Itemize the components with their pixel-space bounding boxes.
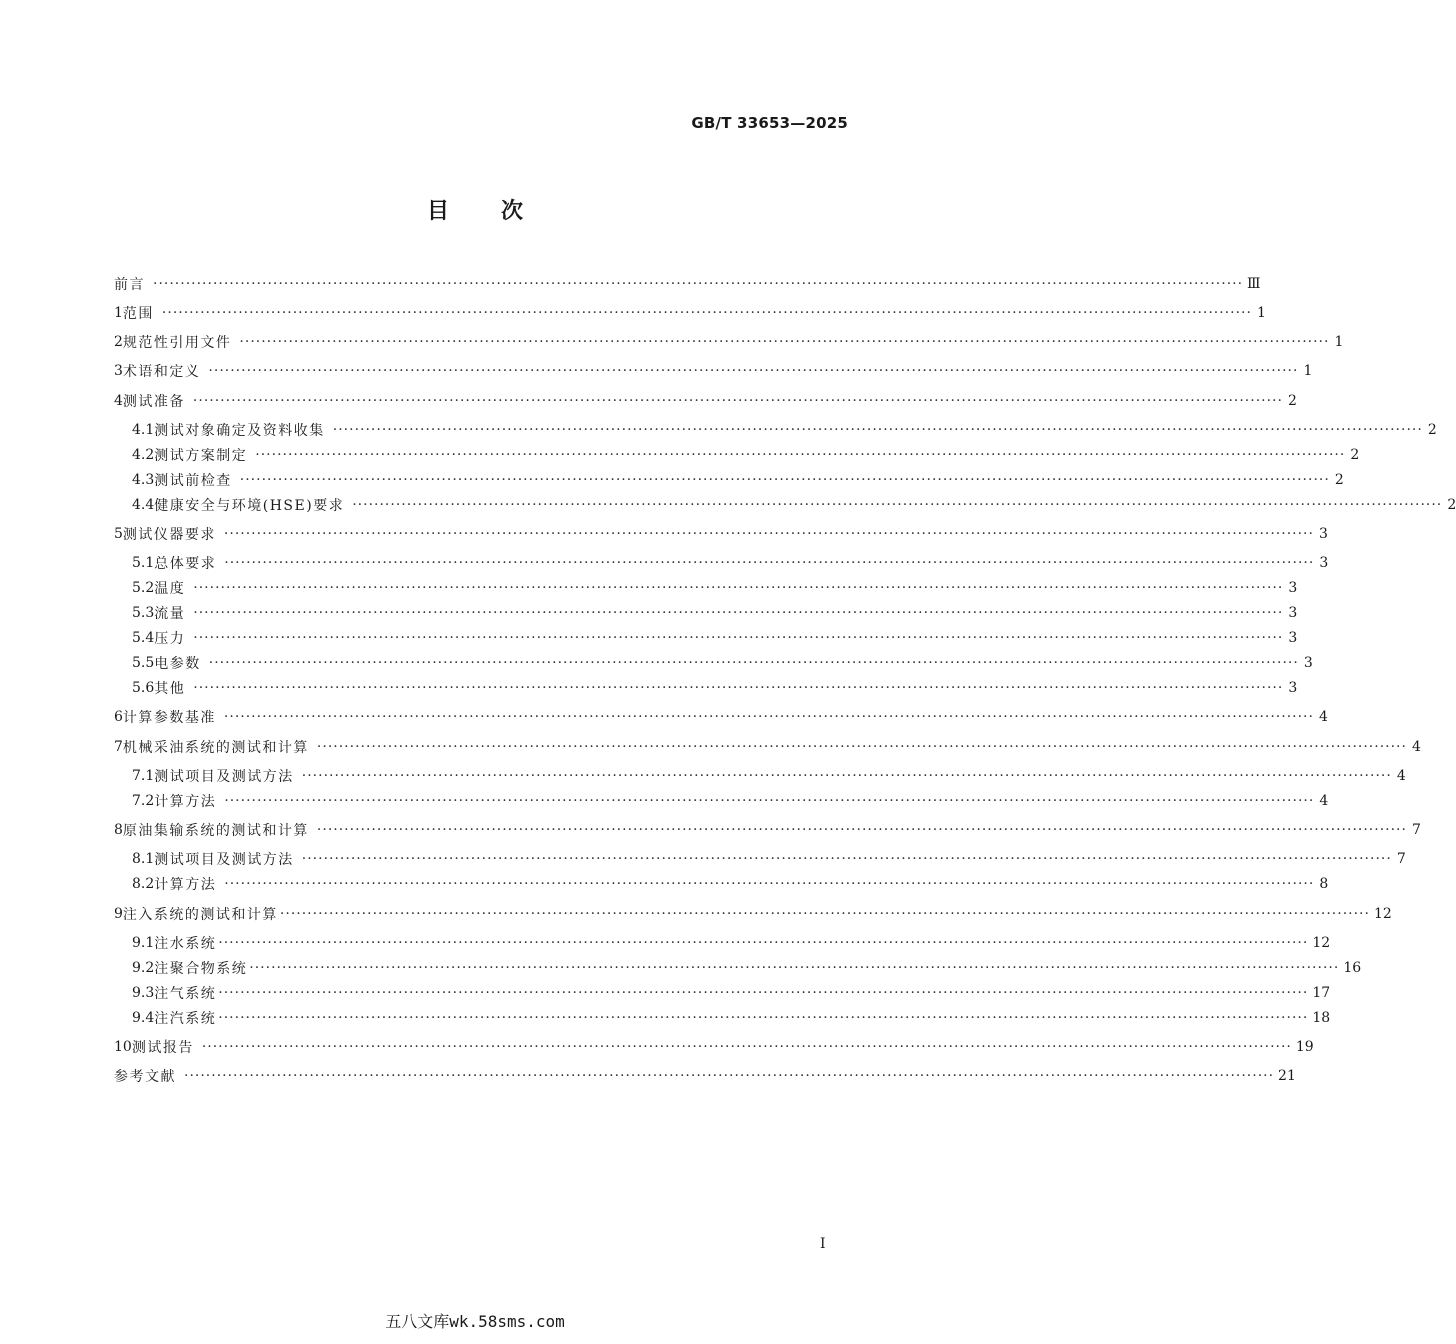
toc-page: 21 — [1278, 1068, 1296, 1084]
toc-page: 1 — [1334, 334, 1344, 350]
toc-label: 健康安全与环境(HSE)要求 — [154, 498, 345, 514]
toc-label: 前言 — [114, 277, 145, 293]
toc-label: 注汽系统 — [154, 1011, 217, 1027]
toc-page: 1 — [1303, 363, 1313, 379]
toc-entry-5-1[interactable] — [114, 551, 1329, 575]
toc-number: 8.2 — [132, 876, 155, 892]
toc-leader: ········································································································································································································ — [249, 960, 1340, 976]
toc-page: 2 — [1447, 497, 1456, 513]
toc-leader: ········································································································································································································ — [218, 985, 1309, 1001]
toc-leader: ········································································································································································································ — [218, 1010, 1309, 1026]
toc-leader: ········································································································································································································ — [193, 580, 1284, 596]
toc-page: 12 — [1312, 935, 1331, 951]
toc-entry-5-4[interactable] — [114, 626, 1298, 650]
toc-label: 测试报告 — [131, 1040, 194, 1056]
page-number: I — [820, 1236, 826, 1252]
toc-page: 12 — [1373, 906, 1392, 922]
toc-page: 18 — [1312, 1010, 1331, 1026]
toc-entry-6[interactable] — [114, 705, 1328, 729]
toc-page: 8 — [1319, 876, 1329, 892]
toc-entry-9-4[interactable] — [114, 1006, 1331, 1030]
toc-label: 原油集输系统的测试和计算 — [122, 823, 309, 839]
toc-number: 7.1 — [132, 768, 155, 784]
toc-label: 测试仪器要求 — [122, 527, 216, 543]
toc-entry-9-1[interactable] — [114, 931, 1331, 955]
toc-page: 2 — [1334, 472, 1344, 488]
toc-leader: ········································································································································································································ — [153, 276, 1244, 292]
toc-label: 计算方法 — [154, 877, 217, 893]
toc-entry-4-1[interactable] — [114, 418, 1437, 442]
toc-leader: ········································································································································································································ — [255, 447, 1346, 463]
toc-leader: ········································································································································································································ — [239, 334, 1330, 350]
toc-number: 4.4 — [132, 497, 155, 513]
standard-code: GB/T 33653—2025 — [691, 114, 848, 132]
toc-label: 规范性引用文件 — [122, 335, 232, 351]
toc-label: 总体要求 — [154, 556, 217, 572]
toc-entry-8[interactable] — [114, 818, 1421, 842]
toc-leader: ········································································································································································································ — [193, 630, 1284, 646]
watermark-text: 五八文库wk.58sms.com — [385, 1312, 565, 1331]
toc-entry-5-2[interactable] — [114, 576, 1298, 600]
toc-label: 注水系统 — [154, 936, 217, 952]
toc-label: 测试项目及测试方法 — [154, 852, 294, 868]
toc-leader: ········································································································································································································ — [224, 876, 1315, 892]
toc-leader: ········································································································································································································ — [208, 655, 1299, 671]
toc-label: 机械采油系统的测试和计算 — [122, 740, 309, 756]
toc-entry-references[interactable] — [114, 1064, 1296, 1088]
toc-leader: ········································································································································································································ — [192, 393, 1283, 409]
toc-page: 16 — [1343, 960, 1362, 976]
toc-number: 10 — [114, 1039, 132, 1055]
toc-leader: ········································································································································································································ — [193, 605, 1284, 621]
toc-leader: ········································································································································································································ — [208, 363, 1299, 379]
toc-leader: ········································································································································································································ — [224, 555, 1315, 571]
toc-entry-2[interactable] — [114, 330, 1344, 354]
toc-leader: ········································································································································································································ — [193, 680, 1284, 696]
toc-leader: ········································································································································································································ — [279, 906, 1370, 922]
toc-page: 3 — [1288, 680, 1298, 696]
toc-number: 5.4 — [132, 630, 155, 646]
toc-number: 7.2 — [132, 793, 155, 809]
toc-leader: ········································································································································································································ — [223, 526, 1314, 542]
toc-entry-8-1[interactable] — [114, 847, 1406, 871]
toc-number: 5.1 — [132, 555, 155, 571]
toc-label: 注聚合物系统 — [154, 961, 248, 977]
toc-label: 参考文献 — [114, 1069, 176, 1085]
toc-label: 计算参数基准 — [122, 710, 216, 726]
toc-entry-foreword[interactable] — [114, 272, 1261, 296]
toc-leader: ········································································································································································································ — [352, 497, 1443, 513]
toc-number: 5 — [114, 526, 123, 542]
toc-label: 注气系统 — [154, 986, 217, 1002]
toc-page: 7 — [1412, 822, 1421, 838]
toc-entry-9[interactable] — [114, 902, 1392, 926]
toc-page: 2 — [1427, 422, 1437, 438]
toc-entry-7-2[interactable] — [114, 789, 1329, 813]
toc-entry-4-4[interactable] — [114, 493, 1456, 517]
toc-label: 注入系统的测试和计算 — [122, 907, 278, 923]
toc-number: 4.1 — [132, 422, 155, 438]
toc-number: 5.5 — [132, 655, 155, 671]
toc-label: 术语和定义 — [122, 364, 201, 380]
toc-page: 3 — [1319, 555, 1329, 571]
toc-label: 计算方法 — [154, 794, 217, 810]
toc-page: 1 — [1257, 305, 1266, 321]
toc-page: 2 — [1350, 447, 1360, 463]
toc-number: 8 — [114, 822, 123, 838]
toc-label: 测试方案制定 — [154, 448, 248, 464]
toc-page: 4 — [1412, 739, 1421, 755]
toc-number: 9.2 — [132, 960, 155, 976]
toc-entry-8-2[interactable] — [114, 872, 1329, 896]
toc-leader: ········································································································································································································ — [239, 472, 1330, 488]
toc-number: 9 — [114, 906, 123, 922]
toc-page: 3 — [1288, 605, 1298, 621]
toc-number: 5.6 — [132, 680, 155, 696]
toc-leader: ········································································································································································································ — [301, 768, 1392, 784]
toc-page: 4 — [1396, 768, 1406, 784]
toc-entry-5[interactable] — [114, 522, 1328, 546]
toc-label: 其他 — [154, 681, 186, 697]
toc-page: 3 — [1303, 655, 1313, 671]
toc-page: 2 — [1288, 393, 1297, 409]
toc-entry-9-2[interactable] — [114, 956, 1362, 980]
toc-page: 3 — [1288, 630, 1298, 646]
toc-entry-5-3[interactable] — [114, 601, 1298, 625]
toc-leader: ········································································································································································································ — [218, 935, 1309, 951]
toc-leader: ········································································································································································································ — [301, 851, 1392, 867]
toc-entry-10[interactable] — [114, 1035, 1314, 1059]
toc-entry-4[interactable] — [114, 389, 1297, 413]
toc-page: Ⅲ — [1247, 276, 1261, 292]
toc-number: 4.3 — [132, 472, 155, 488]
toc-page: 3 — [1319, 526, 1328, 542]
toc-number: 1 — [114, 305, 123, 321]
toc-number: 9.1 — [132, 935, 155, 951]
toc-page: 7 — [1396, 851, 1406, 867]
toc-label: 测试前检查 — [154, 473, 232, 489]
toc-number: 3 — [114, 363, 123, 379]
toc-leader: ········································································································································································································ — [184, 1068, 1275, 1084]
toc-leader: ········································································································································································································ — [161, 305, 1252, 321]
toc-entry-7[interactable] — [114, 735, 1421, 759]
toc-leader: ········································································································································································································ — [316, 822, 1407, 838]
toc-entry-5-6[interactable] — [114, 676, 1298, 700]
toc-page: 19 — [1295, 1039, 1314, 1055]
toc-number: 2 — [114, 334, 123, 350]
toc-label: 测试准备 — [122, 394, 185, 410]
toc-number: 9.4 — [132, 1010, 155, 1026]
toc-leader: ········································································································································································································ — [316, 739, 1407, 755]
toc-label: 电参数 — [154, 656, 201, 672]
toc-label: 温度 — [154, 581, 186, 597]
toc-leader: ········································································································································································································ — [223, 709, 1314, 725]
toc-number: 5.2 — [132, 580, 155, 596]
toc-number: 4.2 — [132, 447, 155, 463]
toc-entry-4-2[interactable] — [114, 443, 1360, 467]
toc-number: 4 — [114, 393, 123, 409]
toc-leader: ········································································································································································································ — [201, 1039, 1292, 1055]
toc-leader: ········································································································································································································ — [224, 793, 1315, 809]
toc-number: 9.3 — [132, 985, 155, 1001]
toc-page: 4 — [1319, 793, 1329, 809]
toc-entry-7-1[interactable] — [114, 764, 1406, 788]
toc-label: 测试对象确定及资料收集 — [154, 423, 325, 439]
toc-page: 3 — [1288, 580, 1298, 596]
toc-label: 压力 — [154, 631, 186, 647]
toc-entry-5-5[interactable] — [114, 651, 1313, 675]
toc-label: 范围 — [122, 306, 154, 322]
toc-page: 4 — [1319, 709, 1328, 725]
toc-number: 5.3 — [132, 605, 155, 621]
toc-number: 7 — [114, 739, 123, 755]
toc-entry-4-3[interactable] — [114, 468, 1344, 492]
toc-entry-9-3[interactable] — [114, 981, 1331, 1005]
toc-entry-1[interactable] — [114, 301, 1266, 325]
toc-leader: ········································································································································································································ — [332, 422, 1423, 438]
toc-entry-3[interactable] — [114, 359, 1313, 383]
toc-label: 流量 — [154, 606, 186, 622]
toc-number: 6 — [114, 709, 123, 725]
toc-number: 8.1 — [132, 851, 155, 867]
page-title: 目次 — [426, 199, 575, 224]
toc-label: 测试项目及测试方法 — [154, 769, 294, 785]
toc-page: 17 — [1312, 985, 1331, 1001]
